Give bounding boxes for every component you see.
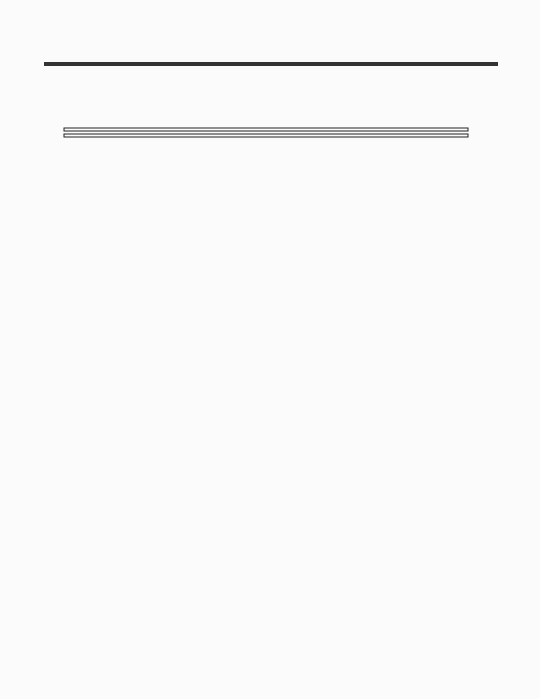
main-conveyor-upper xyxy=(64,128,468,131)
workplace-layout-plan xyxy=(38,56,504,198)
top-conveyor-band xyxy=(44,62,498,66)
main-conveyor-lower xyxy=(64,134,468,137)
